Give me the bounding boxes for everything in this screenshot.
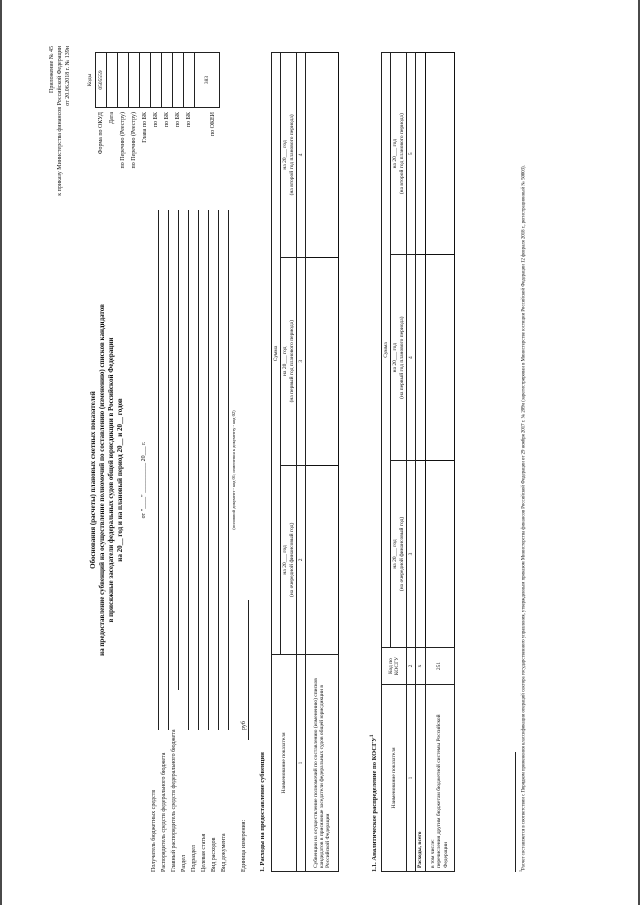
code-label-registry-2: по Перечню (Реестру) (131, 112, 137, 169)
code-label-bk-2: по БК (164, 112, 170, 128)
field-label-recipient: Получатель бюджетных средств (151, 789, 157, 872)
s11-transfer-value-2 (425, 255, 454, 461)
title-line-4: на 20__ год и на плановый период 20__ и 20__ годов (116, 398, 124, 562)
footnote (519, 52, 527, 872)
s11-total-value-3 (416, 53, 425, 255)
scan-edge-left (0, 0, 2, 905)
s1-num-3: 3 (296, 257, 305, 465)
field-label-distributor: Распорядитель средств федерального бюджета (161, 752, 167, 872)
s11-incl-label: в том числе: (430, 839, 437, 868)
appendix-order: к приказу Министерства финансов Российской Федерации (57, 46, 63, 196)
codes-table (85, 52, 220, 108)
section1-table (271, 52, 339, 872)
section1-heading: 1. Расходы на предоставление субвенции (259, 752, 266, 872)
s1-period-3-note: (на второй год планового периода) (288, 114, 295, 196)
code-okei: 383 (195, 53, 220, 108)
code-bk-1 (151, 53, 162, 108)
code-okud: 0505559 (96, 53, 107, 108)
rotated-form (45, 40, 600, 880)
s1-row-value-2 (306, 257, 339, 465)
code-label-bk-4: по БК (186, 112, 192, 128)
code-label-registry-1: по Перечню (Реестру) (120, 112, 126, 169)
s11-period-2 (391, 255, 407, 461)
s1-period-2-year: на 20___ год (282, 346, 289, 376)
s11-period-3 (391, 53, 407, 255)
code-label-bk-3: по БК (175, 112, 181, 128)
s1-col-sum: Сумма (272, 53, 281, 655)
field-line-chief-distributor (178, 210, 179, 690)
code-chapter (140, 53, 151, 108)
code-label-bk-1: по БК (153, 112, 159, 128)
s11-transfer-label: перечисления другим бюджетам бюджетной системы Российской Федерации (436, 714, 449, 868)
field-line-expense-type (218, 210, 219, 730)
s1-period-2-note: (на первый год планового периода) (288, 320, 295, 403)
s11-num-4: 4 (406, 255, 415, 461)
s11-period-2-year: на 20___ год (392, 342, 399, 373)
s11-period-1-note: (на очередной финансовый год) (398, 516, 405, 592)
s11-num-2: 2 (406, 648, 415, 685)
footnote-mark: 1 (518, 870, 523, 872)
code-registry-2 (129, 53, 140, 108)
scanned-page (45, 40, 600, 880)
field-line-subsection (198, 210, 199, 730)
section11-footnote-mark: 1 (369, 734, 375, 738)
code-bk-4 (184, 53, 195, 108)
s1-period-1 (281, 465, 297, 654)
s1-period-2 (281, 257, 297, 465)
doc-type-note: (основной документ - код 01; изменения к документу - код 02) (231, 410, 236, 530)
s11-row-transfer (425, 685, 454, 872)
field-line-recipient (158, 210, 159, 730)
field-line-section (188, 210, 189, 730)
section11-heading (369, 734, 379, 872)
s1-num-2: 2 (296, 465, 305, 654)
s11-transfer-value-1 (425, 460, 454, 647)
s11-num-3: 3 (406, 460, 415, 647)
field-label-chief-distributor: Главный распорядитель средств федерального бюджета (171, 729, 177, 872)
code-label-okud: Форма по ОКУД (98, 112, 104, 155)
appendix-date: от 20.06.2018 г. № 139н (65, 46, 71, 106)
s11-period-1-year: на 20___ год (392, 539, 399, 569)
unit-underline (248, 600, 249, 740)
title-line-2: на предоставление субвенций на осуществление полномочий по составлению (изменению) списков кандидатов (98, 304, 106, 656)
date-line: от "____" __________ 20___ г. (141, 441, 147, 519)
field-label-section: Раздел (181, 855, 187, 872)
s11-col-kosgu: Код по КОСГУ (382, 648, 407, 685)
code-label-chapter: Глава по БК (142, 112, 148, 143)
s11-total-value-1 (416, 460, 425, 647)
footnote-rule (515, 752, 516, 872)
s11-row-total-code: x (416, 648, 425, 685)
s1-num-1: 1 (296, 655, 305, 872)
s1-period-1-note: (на очередной финансовый год) (288, 522, 295, 598)
s11-transfer-value-3 (425, 53, 454, 255)
appendix-number: Приложение № 45 (49, 46, 55, 93)
section11-heading-text: 1.1. Аналитическое распределение по КОСГУ (371, 737, 379, 872)
s11-num-1: 1 (406, 685, 415, 872)
code-label-date: Дата (109, 112, 115, 124)
field-line-distributor (168, 210, 169, 730)
field-line-target (208, 210, 209, 730)
s11-total-value-2 (416, 255, 425, 461)
codes-header: Коды (86, 73, 93, 87)
s1-period-1-year: на 20___ год (282, 545, 289, 575)
unit-label: Единица измерения: (241, 819, 247, 872)
s11-col-sum: Сумма (382, 53, 391, 648)
field-line-doc-type (228, 210, 229, 730)
code-registry-1 (118, 53, 129, 108)
s11-col-name: Наименование показателя (382, 685, 407, 872)
s1-row-subvention: Субвенции на осуществление полномочий по составлению (изменению) списков кандидатов в присяжные заседатели федеральных судов общей юрисдикции в Российской Федерации (306, 655, 339, 872)
s11-period-2-note: (на первый год планового периода) (398, 316, 405, 399)
s1-period-3 (281, 53, 297, 258)
code-date (107, 53, 118, 108)
field-label-doc-type: Вид документа (221, 833, 227, 872)
s11-period-1 (391, 460, 407, 647)
field-label-subsection: Подраздел (191, 845, 197, 872)
field-label-expense-type: Вид расходов (211, 837, 217, 872)
field-label-target: Целевая статья (201, 833, 207, 872)
s1-row-value-3 (306, 53, 339, 258)
s11-period-3-note: (на второй год планового периода) (398, 113, 405, 195)
s1-period-3-year: на 20___ год (282, 140, 289, 170)
s11-period-3-year: на 20___ год (392, 138, 399, 169)
s11-num-5: 5 (406, 53, 415, 255)
s1-num-4: 4 (296, 53, 305, 258)
code-bk-3 (173, 53, 184, 108)
section11-table (381, 52, 455, 872)
s11-row-total: Расходы, всего (416, 685, 425, 872)
title-line-3: в присяжные заседатели федеральных судов общей юрисдикции в Российской Федерации (107, 337, 115, 623)
s11-row-transfer-code: 251 (425, 648, 454, 685)
footnote-text: Расчет составляется в соответствии с Порядком применения классификации операций сектора государственного управления, утвержденным приказом Министерства финансов Российской Федерации от 29 ноября 2017 г. № 209н (зарегистрирован в Министерстве юстиции Российской Федерации 12 февраля 2018 г., регистрационный № 50003). (521, 165, 527, 870)
code-bk-2 (162, 53, 173, 108)
title-line-1: Обоснования (расчеты) плановых сметных показателей (89, 391, 97, 569)
unit-value: руб (241, 721, 247, 730)
code-label-okei: по ОКЕИ (210, 112, 216, 137)
s1-col-name: Наименование показателя (272, 655, 297, 872)
s1-row-value-1 (306, 465, 339, 654)
